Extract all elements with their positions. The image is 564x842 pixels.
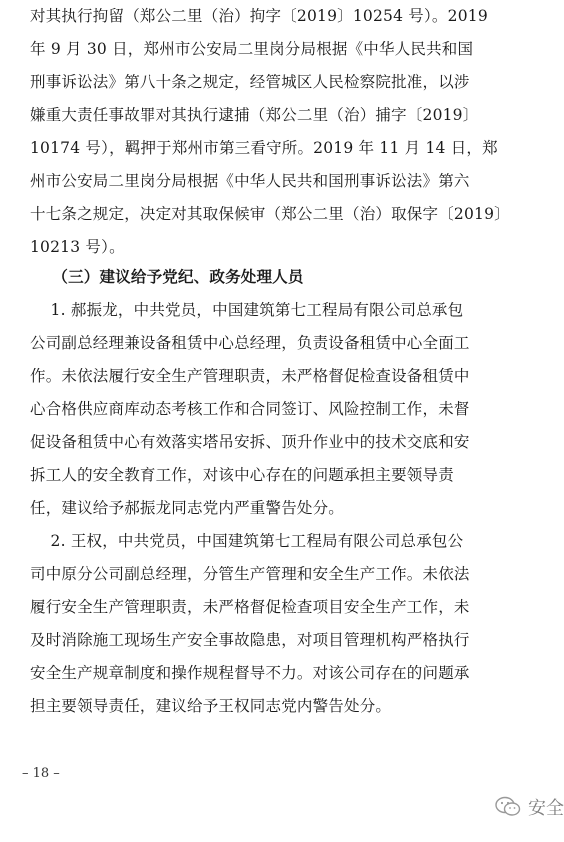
text-line: 公司副总经理兼设备租赁中心总经理，负责设备租赁中心全面工 [30, 334, 470, 352]
text-line: 担主要领导责任，建议给予王权同志党内警告处分。 [30, 697, 392, 715]
text-line: 促设备租赁中心有效落实塔吊安拆、顶升作业中的技术交底和安 [30, 433, 470, 451]
watermark-text: 安全 [528, 798, 564, 819]
section-heading: （三）建议给予党纪、政务处理人员 [30, 267, 304, 286]
text-line: 安全生产规章制度和操作规程督导不力。对该公司存在的问题承 [30, 664, 470, 682]
text-line: 任，建议给予郝振龙同志党内严重警告处分。 [30, 499, 345, 517]
text-line: 州市公安局二里岗分局根据《中华人民共和国刑事诉讼法》第六 [30, 172, 470, 190]
text-line: 刑事诉讼法》第八十条之规定，经管城区人民检察院批准，以涉 [30, 73, 470, 91]
text-line: 司中原分公司副总经理，分管生产管理和安全生产工作。未依法 [30, 565, 470, 583]
text-line: 1. 郝振龙，中共党员，中国建筑第七工程局有限公司总承包 [30, 301, 464, 319]
text-line: 10213 号）。 [30, 238, 125, 256]
text-line: 年 9 月 30 日，郑州市公安局二里岗分局根据《中华人民共和国 [30, 40, 474, 58]
text-line: 嫌重大责任事故罪对其执行逮捕（郑公二里（治）捕字〔2019〕 [30, 106, 479, 124]
wechat-icon [494, 793, 522, 821]
text-line: 10174 号），羁押于郑州市第三看守所。2019 年 11 月 14 日，郑 [30, 139, 498, 157]
text-line: 及时消除施工现场生产安全事故隐患，对项目管理机构严格执行 [30, 631, 470, 649]
text-line: 2. 王权，中共党员，中国建筑第七工程局有限公司总承包公 [30, 532, 464, 550]
text-line: 十七条之规定，决定对其取保候审（郑公二里（治）取保字〔2019〕 [30, 205, 510, 223]
page-number: – 18 – [22, 766, 60, 781]
text-line: 对其执行拘留（郑公二里（治）拘字〔2019〕10254 号）。2019 [30, 7, 488, 25]
text-line: 拆工人的安全教育工作，对该中心存在的问题承担主要领导责 [30, 466, 454, 484]
watermark [494, 790, 564, 824]
text-line: 履行安全生产管理职责，未严格督促检查项目安全生产工作，未 [30, 598, 470, 616]
text-line: 心合格供应商库动态考核工作和合同签订、风险控制工作，未督 [30, 400, 470, 418]
text-line: 作。未依法履行安全生产管理职责，未严格督促检查设备租赁中 [30, 367, 470, 385]
